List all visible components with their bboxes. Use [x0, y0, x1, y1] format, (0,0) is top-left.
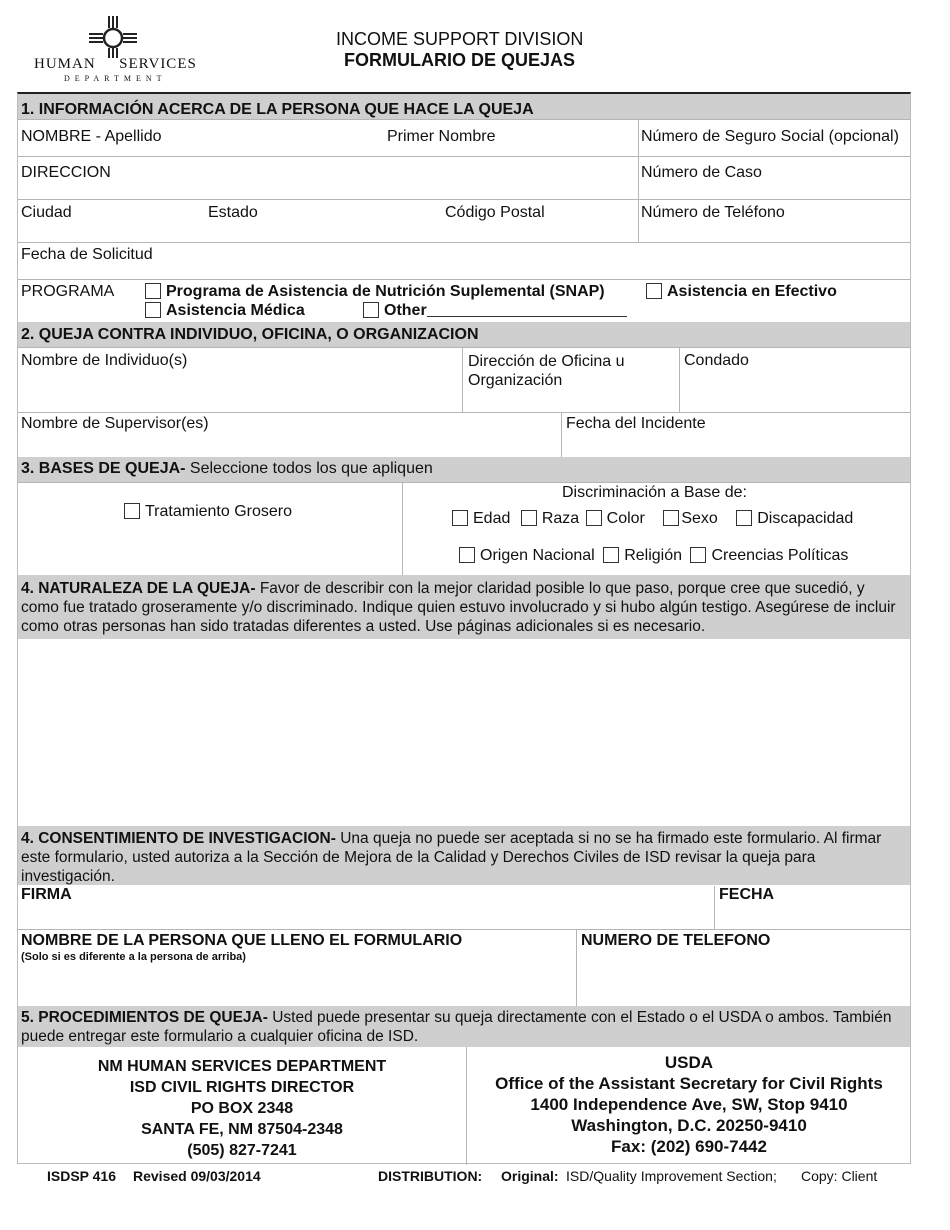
section3-heading: 3. BASES DE QUEJA- Seleccione todos los que apliquen: [21, 460, 433, 477]
hsd-logo: [30, 14, 205, 82]
numero-telefono-field[interactable]: [577, 930, 911, 1006]
nombre-field[interactable]: [18, 120, 638, 156]
supervisor-field[interactable]: [18, 413, 561, 457]
nombre-persona-label: NOMBRE DE LA PERSONA QUE LLENO EL FORMULARIO: [21, 932, 463, 949]
complaint-form: [17, 92, 911, 1164]
individuo-label: Nombre de Individuo(s): [21, 352, 188, 369]
sexo-option[interactable]: Sexo: [663, 510, 717, 527]
other-checkbox[interactable]: [363, 302, 379, 318]
medica-option[interactable]: [145, 302, 305, 320]
telefono-label: Número de Teléfono: [641, 204, 785, 221]
tratamiento-label: Tratamiento Grosero: [145, 503, 293, 520]
creencias-checkbox[interactable]: [690, 547, 706, 563]
firma-field[interactable]: [18, 886, 714, 929]
other-option[interactable]: [363, 302, 627, 320]
zia-sun-icon: [85, 14, 141, 58]
seguro-social-field[interactable]: [639, 120, 911, 156]
nm-address: NM HUMAN SERVICES DEPARTMENT ISD CIVIL RIGHTS DIRECTOR PO BOX 2348 SANTA FE, NM 87504-2348 (505) 827-7241: [97, 1058, 387, 1159]
numero-telefono-label: NUMERO DE TELEFONO: [581, 932, 771, 949]
color-option[interactable]: Color: [586, 510, 645, 527]
seguro-social-label: Número de Seguro Social (opcional): [641, 128, 899, 145]
discrimination-row-2: [459, 547, 848, 565]
usda-address: USDA Office of the Assistant Secretary for Civil Rights 1400 Independence Ave, SW, Stop 9410 Washington, D.C. 20250-9410 Fax: (202) 690-7442: [495, 1053, 883, 1156]
efectivo-label: Asistencia en Efectivo: [667, 283, 837, 300]
discrimination-row-1: [452, 510, 853, 528]
section2-heading: 2. QUEJA CONTRA INDIVIDUO, OFICINA, O ORGANIZACION: [21, 326, 479, 343]
form-id: ISDSP 416: [47, 1168, 117, 1184]
logo-word-department: DEPARTMENT: [64, 74, 167, 83]
firma-label: FIRMA: [21, 886, 72, 903]
religion-option[interactable]: Religión: [603, 547, 682, 564]
consent-heading: 4. CONSENTIMIENTO DE INVESTIGACION- Una queja no puede ser aceptada si no se ha firmado este formulario. Al firmar este formulario, usted autoriza a la Sección de Mejora de la Calidad y Derechos Civiles de ISD revisar la queja para investigación.: [21, 830, 882, 885]
snap-checkbox[interactable]: [145, 283, 161, 299]
fecha-incidente-label: Fecha del Incidente: [566, 415, 706, 432]
tratamiento-checkbox[interactable]: [124, 503, 140, 519]
tratamiento-option[interactable]: [124, 503, 292, 521]
efectivo-checkbox[interactable]: [646, 283, 662, 299]
other-blank[interactable]: [427, 302, 627, 317]
primer-nombre-label: Primer Nombre: [387, 128, 496, 145]
revised-date: Revised 09/03/2014: [133, 1168, 261, 1184]
logo-word-services: SERVICES: [119, 56, 197, 72]
color-checkbox[interactable]: [586, 510, 602, 526]
ciudad-estado-field[interactable]: [18, 200, 638, 242]
raza-checkbox[interactable]: [521, 510, 537, 526]
copy-client: Copy: Client: [801, 1168, 878, 1184]
original-value: ISD/Quality Improvement Section;: [566, 1168, 777, 1184]
direccion-oficina-field[interactable]: [463, 348, 679, 412]
form-title: FORMULARIO DE QUEJAS: [344, 50, 576, 70]
sexo-checkbox[interactable]: [663, 510, 679, 526]
logo-word-human: HUMAN: [34, 56, 96, 72]
original-label: Original:: [501, 1168, 559, 1184]
religion-checkbox[interactable]: [603, 547, 619, 563]
creencias-option[interactable]: Creencias Políticas: [690, 547, 848, 564]
supervisor-label: Nombre de Supervisor(es): [21, 415, 209, 432]
origen-option[interactable]: Origen Nacional: [459, 547, 595, 564]
individuo-field[interactable]: [18, 348, 462, 412]
other-label: Other: [384, 302, 427, 319]
programa-label: PROGRAMA: [21, 283, 115, 300]
discapacidad-checkbox[interactable]: [736, 510, 752, 526]
condado-field[interactable]: [680, 348, 911, 412]
nombre-apellido-label: NOMBRE - Apellido: [21, 128, 162, 145]
direccion-label: DIRECCION: [21, 164, 111, 181]
naturaleza-textarea[interactable]: [18, 640, 912, 826]
section4-heading: 4. NATURALEZA DE LA QUEJA- Favor de describir con la mejor claridad posible lo que paso, porque cree que sucedió, y como fue tratado groseramente y/o discriminado. Indique quien estuvo involucrado y si hubo algún testigo. Asegúrese de incluir como otras personas han sido tratadas diferentes a usted. Use páginas adicionales si es necesario.: [21, 580, 896, 635]
nombre-persona-sublabel: (Solo si es diferente a la persona de arriba): [21, 951, 246, 963]
section5-heading: 5. PROCEDIMIENTOS DE QUEJA- Usted puede presentar su queja directamente con el Estado o el USDA o ambos. También puede entregar este formulario a cualquier oficina de ISD.: [21, 1009, 892, 1045]
direccion-field[interactable]: [18, 157, 638, 199]
fecha-incidente-field[interactable]: [562, 413, 911, 457]
efectivo-option[interactable]: [646, 283, 837, 301]
distribution-label: DISTRIBUTION:: [378, 1168, 483, 1184]
fecha-solicitud-label: Fecha de Solicitud: [21, 246, 153, 263]
edad-checkbox[interactable]: [452, 510, 468, 526]
raza-option[interactable]: Raza: [521, 510, 579, 527]
fecha-field[interactable]: [715, 886, 911, 929]
medica-checkbox[interactable]: [145, 302, 161, 318]
estado-label: Estado: [208, 204, 258, 221]
telefono-field[interactable]: [639, 200, 911, 242]
numero-caso-label: Número de Caso: [641, 164, 762, 181]
edad-option[interactable]: Edad: [452, 510, 510, 527]
numero-caso-field[interactable]: [639, 157, 911, 199]
condado-label: Condado: [684, 352, 749, 369]
discapacidad-option[interactable]: Discapacidad: [736, 510, 853, 527]
discriminacion-label: Discriminación a Base de:: [562, 484, 747, 501]
fecha-solicitud-field[interactable]: [18, 243, 912, 279]
section1-heading: 1. INFORMACIÓN ACERCA DE LA PERSONA QUE HACE LA QUEJA: [21, 101, 534, 118]
codigo-postal-label: Código Postal: [445, 204, 545, 221]
direccion-oficina-label: Dirección de Oficina u Organización: [468, 353, 625, 389]
snap-option[interactable]: [145, 283, 605, 301]
origen-checkbox[interactable]: [459, 547, 475, 563]
fecha-label: FECHA: [719, 886, 775, 903]
nombre-persona-field[interactable]: [18, 930, 575, 1006]
snap-label: Programa de Asistencia de Nutrición Suplemental (SNAP): [166, 283, 605, 300]
division-title: INCOME SUPPORT DIVISION: [336, 29, 584, 49]
medica-label: Asistencia Médica: [166, 302, 305, 319]
ciudad-label: Ciudad: [21, 204, 72, 221]
